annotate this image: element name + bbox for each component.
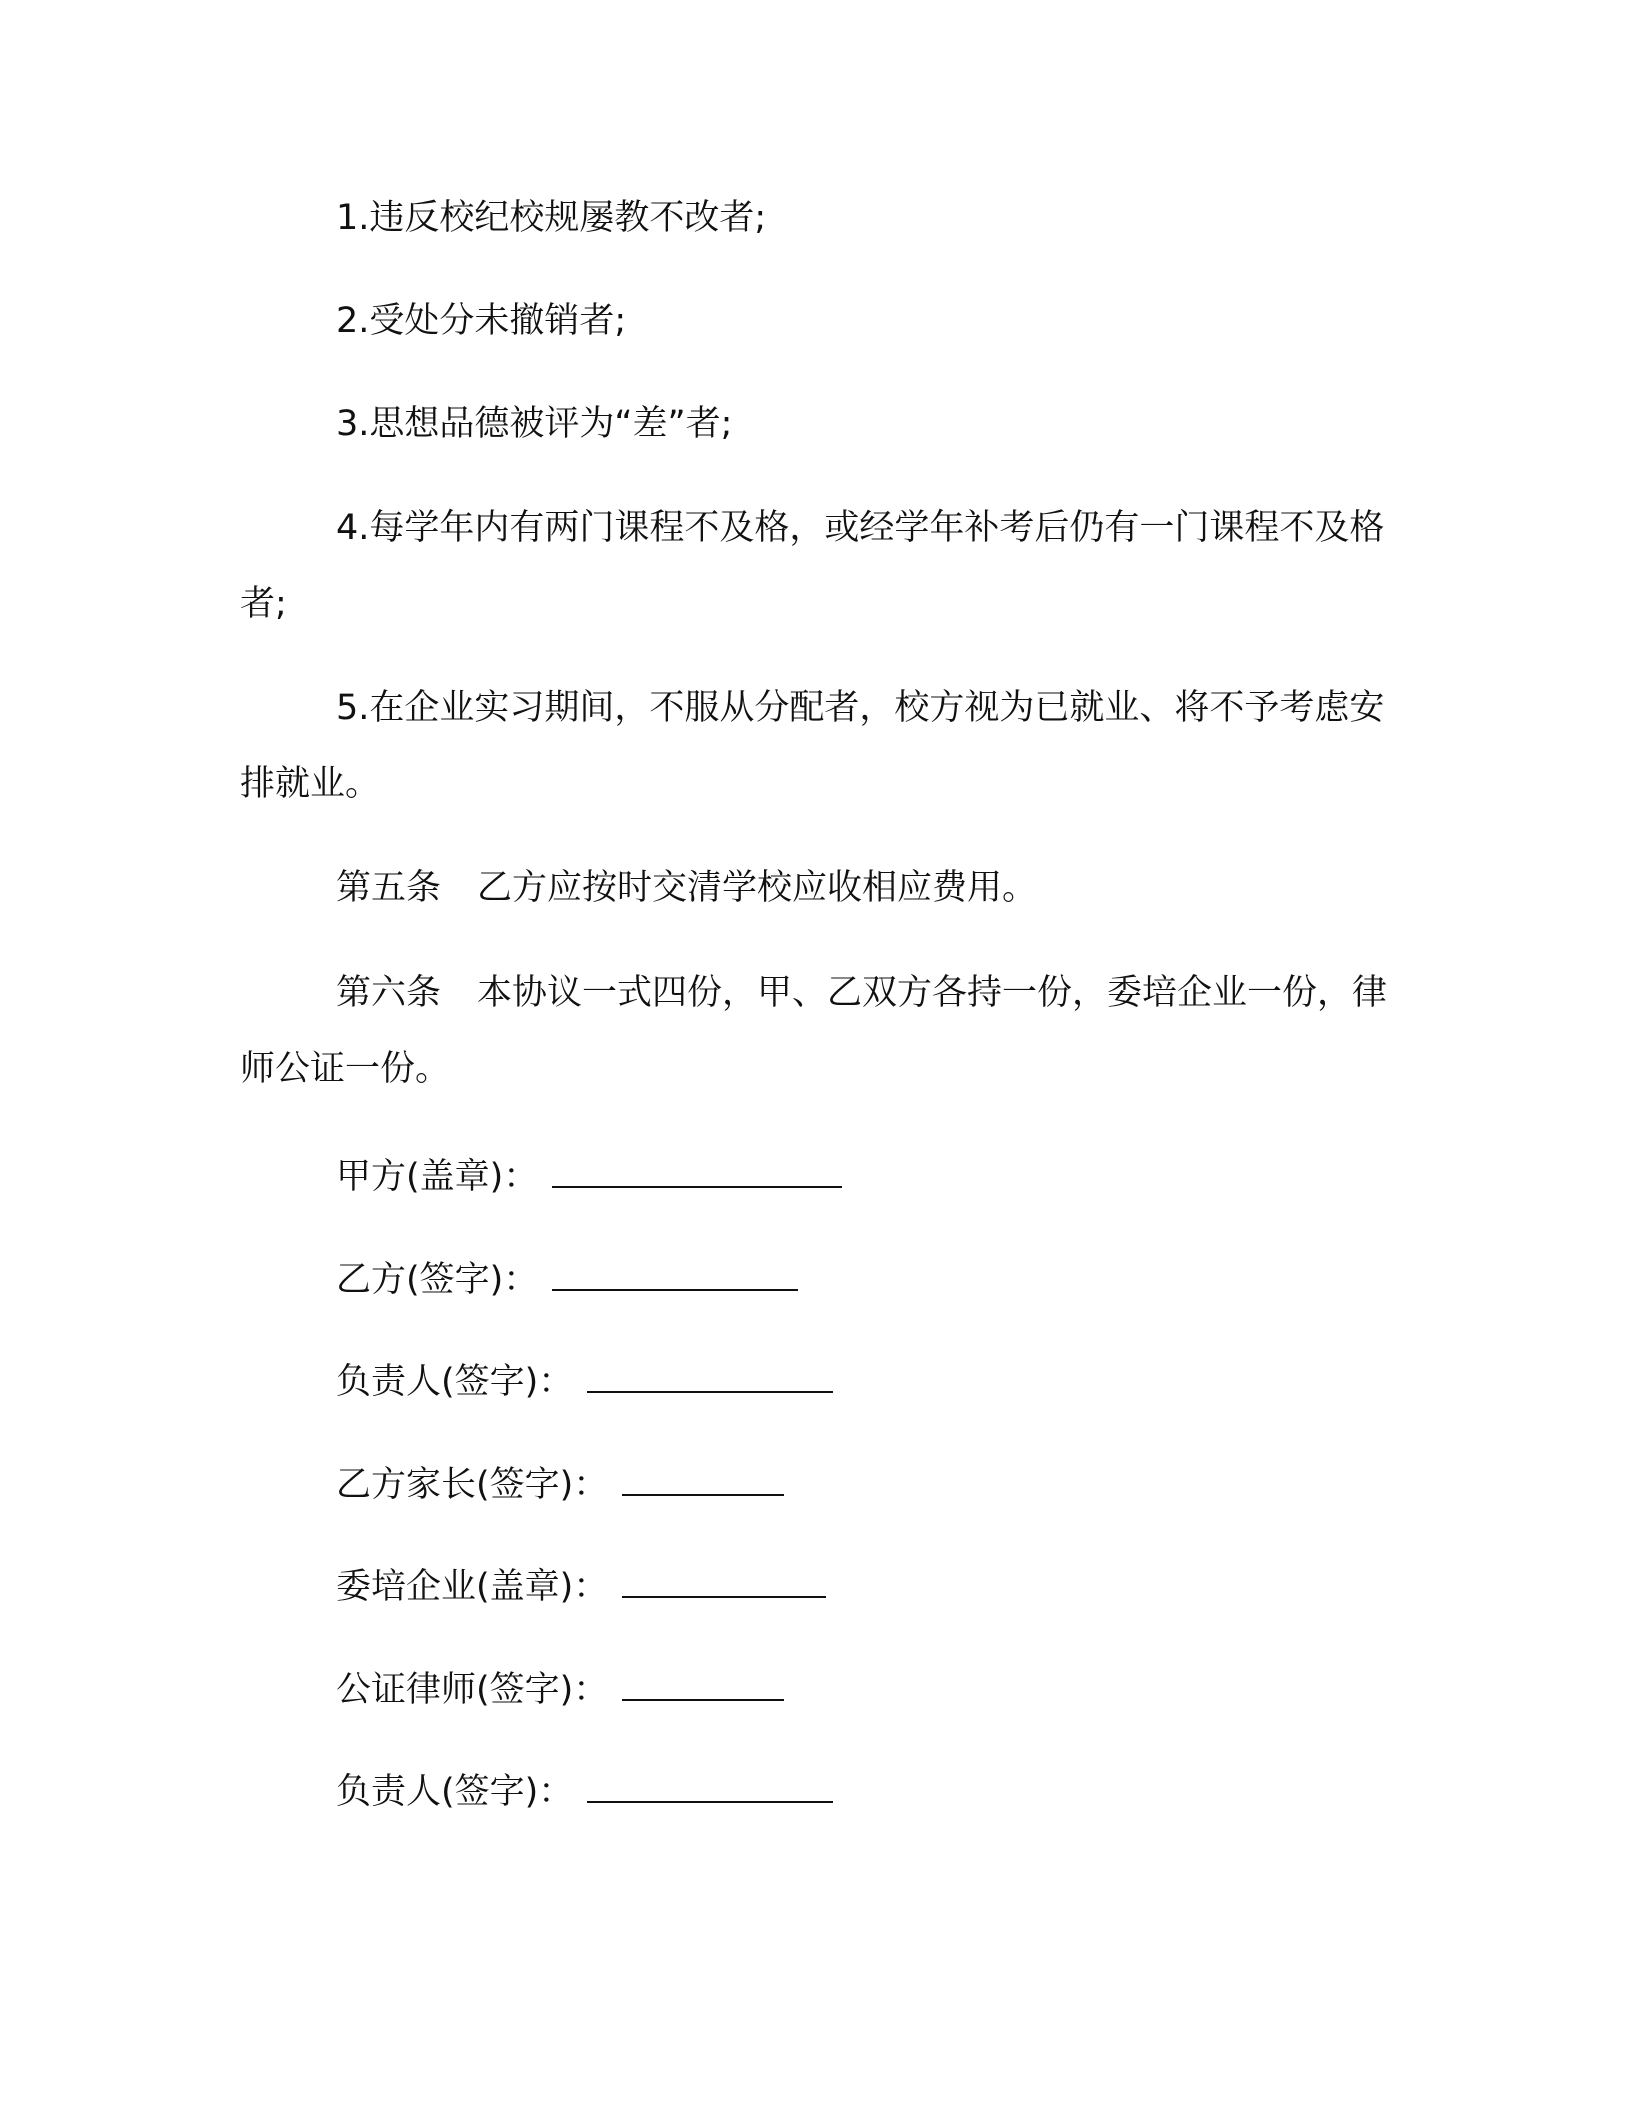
signature-party-b [336, 1253, 798, 1305]
signature-responsible-1 [336, 1355, 833, 1407]
article-5-number: 第五条 [336, 868, 442, 908]
article-5-text: 乙方应按时交清学校应收相应费用。 [477, 868, 1038, 908]
signature-line[interactable] [622, 1663, 784, 1701]
signature-label: 负责人(签字)： [336, 1362, 574, 1402]
signature-line[interactable] [552, 1150, 842, 1188]
item-4: 4.每学年内有两门课程不及格，或经学年补考后仍有一门课程不及格者; [240, 508, 1385, 624]
item-3: 3.思想品德被评为“差”者; [336, 404, 733, 444]
item-5: 5.在企业实习期间，不服从分配者，校方视为已就业、将不予考虑安排就业。 [240, 688, 1385, 804]
signature-label: 委培企业(盖章)： [336, 1567, 609, 1607]
signature-line[interactable] [587, 1355, 833, 1393]
signature-label: 乙方(签字)： [336, 1260, 539, 1300]
signature-line[interactable] [587, 1765, 833, 1803]
article-6-number: 第六条 [336, 973, 442, 1013]
signature-lawyer [336, 1663, 784, 1715]
item-1: 1.违反校纪校规屡教不改者; [336, 198, 767, 238]
signature-enterprise [336, 1560, 826, 1612]
signature-responsible-2 [336, 1765, 833, 1817]
item-2: 2.受处分未撤销者; [336, 301, 627, 341]
signature-line[interactable] [622, 1458, 784, 1496]
signature-line[interactable] [552, 1253, 798, 1291]
signature-parent [336, 1458, 784, 1510]
article-6 [240, 955, 1400, 1107]
signature-label: 公证律师(签字)： [336, 1670, 609, 1710]
article-5 [336, 850, 1496, 926]
signature-label: 乙方家长(签字)： [336, 1465, 609, 1505]
signature-label: 甲方(盖章)： [336, 1157, 539, 1197]
signature-party-a [336, 1150, 842, 1202]
signature-line[interactable] [622, 1560, 826, 1598]
signature-label: 负责人(签字)： [336, 1772, 574, 1812]
article-6-text: 本协议一式四份，甲、乙双方各持一份，委培企业一份，律师公证一份。 [240, 973, 1388, 1089]
